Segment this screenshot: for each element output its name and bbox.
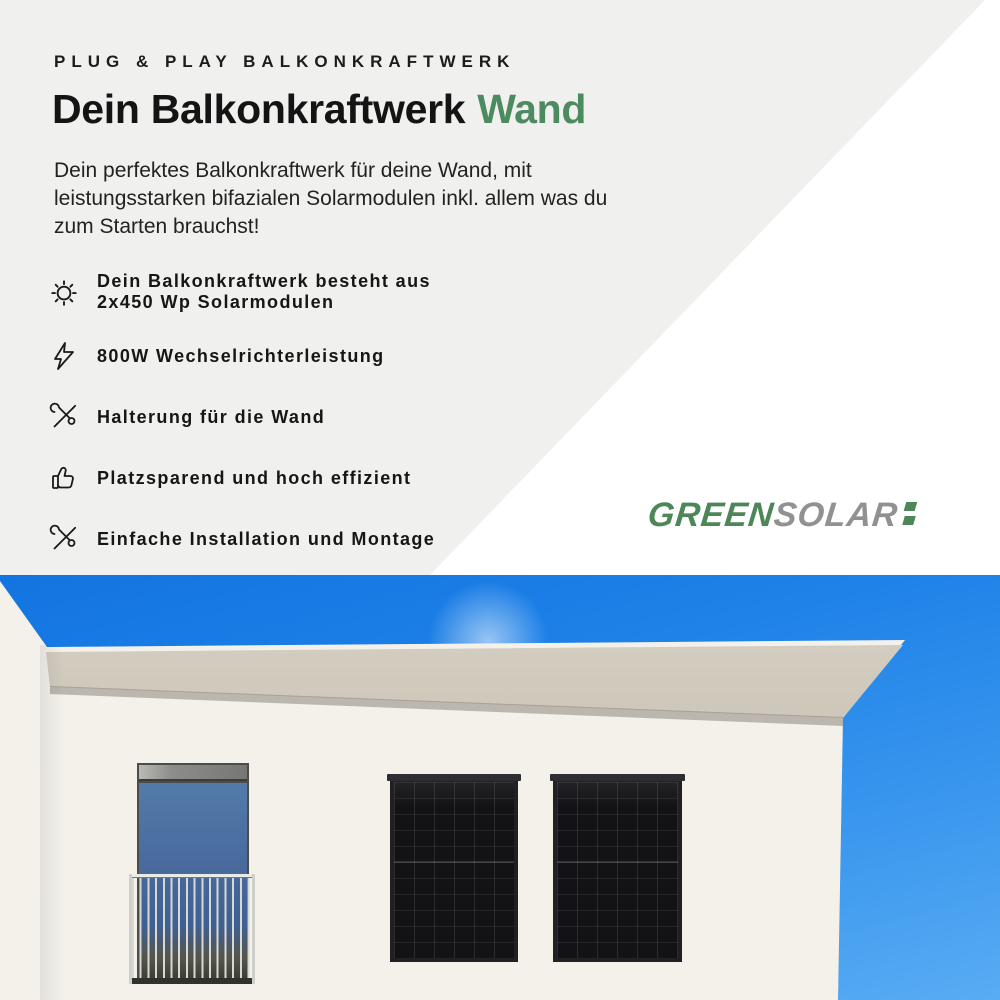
house-photo bbox=[0, 575, 1000, 1000]
railing-bottom-rail bbox=[129, 978, 255, 984]
feature-text: Platzsparend und hoch effizient bbox=[97, 467, 412, 488]
intro-paragraph bbox=[54, 157, 607, 241]
logo-text-gray: SOLAR bbox=[771, 496, 900, 534]
feature-text: Einfache Installation und Montage bbox=[97, 528, 436, 549]
page-title bbox=[52, 86, 586, 133]
wall-corner bbox=[40, 645, 64, 1000]
thumbs-up-icon bbox=[46, 460, 82, 496]
feature-text: Dein Balkonkraftwerk besteht aus 2x450 Wp Solarmodulen bbox=[97, 271, 431, 312]
page-title-black: Dein Balkonkraftwerk bbox=[52, 86, 466, 132]
page-title-green: Wand bbox=[477, 86, 587, 132]
list-item bbox=[46, 521, 435, 557]
solar-panel-1 bbox=[390, 778, 518, 962]
lightning-icon bbox=[46, 338, 82, 374]
intro-line: Dein perfektes Balkonkraftwerk für deine Wand, mit bbox=[54, 159, 532, 182]
logo-text-green: GREEN bbox=[646, 496, 776, 534]
list-item bbox=[46, 460, 435, 496]
roller-shutter-box bbox=[139, 765, 247, 781]
logo-colon-icon bbox=[903, 502, 916, 525]
railing-bars bbox=[132, 878, 252, 978]
feature-text: Halterung für die Wand bbox=[97, 406, 326, 427]
tools-icon bbox=[46, 399, 82, 435]
balcony-railing bbox=[129, 874, 255, 984]
feature-text: 800W Wechselrichterleistung bbox=[97, 345, 385, 366]
list-item bbox=[46, 399, 435, 435]
greensolar-logo bbox=[646, 496, 917, 535]
list-item bbox=[46, 271, 435, 313]
tools-icon bbox=[46, 521, 82, 557]
intro-line: leistungsstarken bifazialen Solarmodulen inkl. allem was du bbox=[54, 187, 608, 210]
solar-panel-2 bbox=[553, 778, 682, 962]
railing-top-rail bbox=[129, 874, 255, 878]
railing-post bbox=[129, 874, 132, 984]
list-item bbox=[46, 338, 435, 374]
railing-post bbox=[252, 874, 255, 984]
sun-icon bbox=[46, 274, 82, 310]
intro-line: zum Starten brauchst! bbox=[54, 215, 260, 238]
eyebrow-text: PLUG & PLAY BALKONKRAFTWERK bbox=[54, 52, 516, 71]
feature-list bbox=[46, 271, 435, 582]
